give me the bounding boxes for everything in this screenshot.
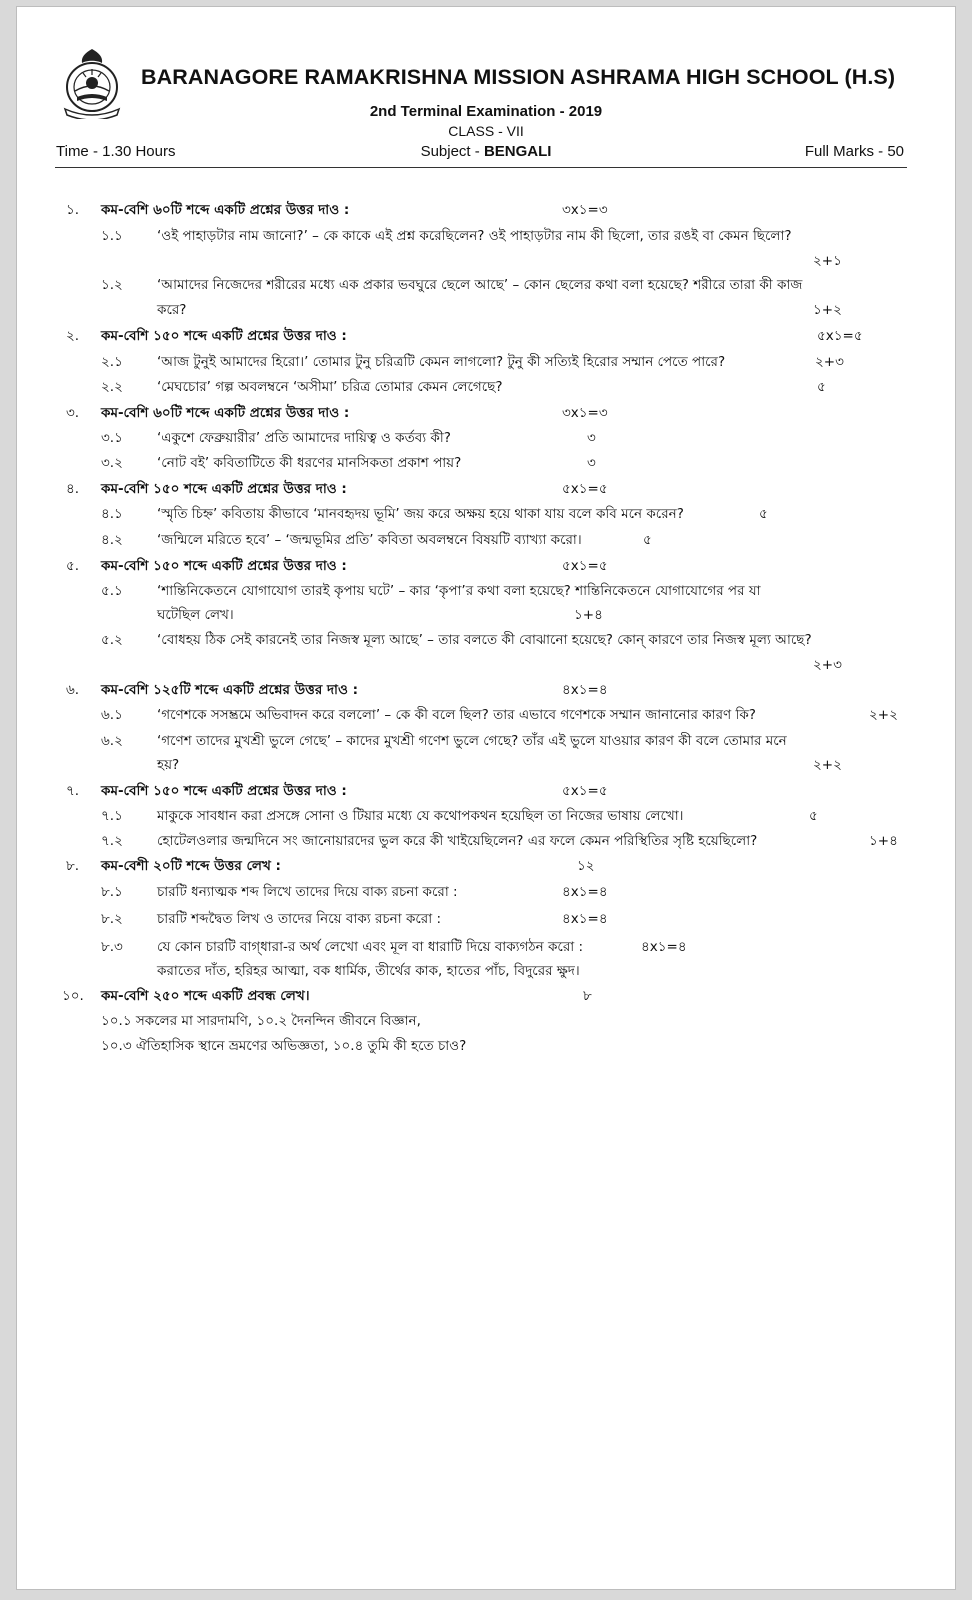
q8-1-marks: ৪x১=৪: [562, 884, 608, 900]
q4-2-marks: ৫: [643, 532, 652, 548]
q1-2-marks: ১+২: [813, 302, 842, 318]
q8-3-text-line1: যে কোন চারটি বাগ্‌ধারা-র অর্থ লেখো এবং মূল বা ধারাটি দিয়ে বাক্যগঠন করো :: [157, 939, 584, 955]
q7-heading: কম-বেশি ১৫০ শব্দে একটি প্রশ্নের উত্তর দাও :: [101, 783, 347, 799]
q5-1-text-line1: ‘শান্তিনিকেতনে যোগাযোগ তারই কৃপায় ঘটে’ – কার ‘কৃপা’র কথা বলা হয়েছে? শান্তিনিকেতনে যোগাযোগের পর যা: [157, 583, 761, 599]
exam-paper: [16, 6, 956, 1590]
header-divider: [55, 167, 907, 168]
q4-1-marks: ৫: [759, 506, 768, 522]
q3-2-text: ‘নোট বই’ কবিতাটিতে কী ধরণের মানসিকতা প্রকাশ পায়?: [157, 455, 462, 471]
q1-1-text: ‘ওই পাহাড়টার নাম জানো?’ – কে কাকে এই প্রশ্ন করেছিলেন? ওই পাহাড়টার নাম কী ছিলো, তার রঙই বা কেমন ছিলো?: [157, 228, 792, 244]
q2-2-text: ‘মেঘচোর’ গল্প অবলম্বনে ‘অসীমা’ চরিত্র তোমার কেমন লেগেছে?: [157, 379, 503, 395]
q4-1-number: ৪.১: [101, 506, 123, 522]
q5-marks: ৫x১=৫: [562, 558, 608, 574]
q5-number: ৫.: [66, 558, 80, 574]
q5-1-number: ৫.১: [101, 583, 123, 599]
q8-3-marks: ৪x১=৪: [641, 939, 687, 955]
q5-2-text: ‘বোধহয় ঠিক সেই কারনেই তার নিজস্ব মূল্য আছে’ – তার বলতে কী বোঝানো হয়েছে? কোন্‌ কারণে তার নিজস্ব মূল্য আছে?: [157, 632, 812, 648]
q1-marks: ৩x১=৩: [562, 202, 608, 218]
q5-2-marks: ২+৩: [813, 657, 842, 673]
q3-marks: ৩x১=৩: [562, 405, 608, 421]
q5-heading: কম-বেশি ১৫০ শব্দে একটি প্রশ্নের উত্তর দাও :: [101, 558, 347, 574]
q1-number: ১.: [66, 202, 80, 218]
q8-1-text: চারটি ধন্যাত্মক শব্দ লিখে তাদের দিয়ে বাক্য রচনা করো :: [157, 884, 458, 900]
q3-number: ৩.: [66, 405, 80, 421]
q5-1-marks: ১+৪: [574, 607, 603, 623]
q1-2-text-line1: ‘আমাদের নিজেদের শরীরের মধ্যে এক প্রকার ভবঘুরে ছেলে আছে’ – কোন ছেলের কথা বলা হয়েছে? শরীরে তারা কী কাজ: [157, 277, 803, 293]
q10-topics-line2: ১০.৩ ঐতিহাসিক স্থানে ভ্রমণের অভিজ্ঞতা, ১০.৪ তুমি কী হতে চাও?: [101, 1038, 467, 1054]
q7-1-number: ৭.১: [101, 808, 123, 824]
q8-1-number: ৮.১: [101, 884, 123, 900]
q2-heading: কম-বেশি ১৫০ শব্দে একটি প্রশ্নের উত্তর দাও :: [101, 328, 347, 344]
q2-1-marks: ২+৩: [815, 354, 844, 370]
q4-number: ৪.: [66, 481, 80, 497]
q1-1-marks: ২+১: [813, 253, 842, 269]
q2-2-marks: ৫: [817, 379, 826, 395]
q8-3-idioms: করাতের দাঁত, হরিহর আত্মা, বক ধার্মিক, তীর্থের কাক, হাতের পাঁচ, বিদুরের ক্ষুদ।: [157, 963, 580, 979]
q8-2-marks: ৪x১=৪: [562, 911, 608, 927]
q4-marks: ৫x১=৫: [562, 481, 608, 497]
q6-1-text: ‘গণেশকে সসম্ভ্রমে অভিবাদন করে বললো’ – কে কী বলে ছিল? তার এভাবে গণেশকে সম্মান জানানোর কারণ কি?: [157, 707, 756, 723]
q4-2-number: ৪.২: [101, 532, 123, 548]
q10-topics-line1: ১০.১ সকলের মা সারদামণি, ১০.২ দৈনন্দিন জীবনে বিজ্ঞান,: [101, 1013, 421, 1029]
exam-title: 2nd Terminal Examination - 2019: [369, 103, 603, 120]
q4-1-text: ‘স্মৃতি চিহ্ন’ কবিতায় কীভাবে ‘মানবহৃদয় ভূমি’ জয় করে অক্ষয় হয়ে থাকা যায় বলে কবি মনে করেন?: [157, 506, 684, 522]
q4-2-text: ‘জন্মিলে মরিতে হবে’ – ‘জন্মভূমির প্রতি’ কবিতা অবলম্বনে বিষয়টি ব্যাখ্যা করো।: [157, 532, 582, 548]
q3-2-marks: ৩: [587, 455, 596, 471]
q6-heading: কম-বেশি ১২৫টি শব্দে একটি প্রশ্নের উত্তর দাও :: [101, 682, 358, 698]
q5-2-number: ৫.২: [101, 632, 123, 648]
q3-1-marks: ৩: [587, 430, 596, 446]
q6-2-marks: ২+২: [813, 757, 842, 773]
q6-1-number: ৬.১: [101, 707, 123, 723]
q7-1-marks: ৫: [809, 808, 818, 824]
q6-number: ৬.: [66, 682, 80, 698]
full-marks-label: Full Marks - 50: [804, 143, 904, 160]
q4-heading: কম-বেশি ১৫০ শব্দে একটি প্রশ্নের উত্তর দাও :: [101, 481, 347, 497]
q6-2-number: ৬.২: [101, 733, 123, 749]
q6-2-text-line1: ‘গণেশ তাদের মুখশ্রী ভুলে গেছে’ – কাদের মুখশ্রী গণেশ ভুলে গেছে? তাঁর এই ভুলে যাওয়ার কারণ কী বলে তোমার মনে: [157, 733, 787, 749]
subject-prefix: Subject -: [420, 143, 484, 160]
q10-marks: ৮: [583, 988, 592, 1004]
q1-1-number: ১.১: [101, 228, 123, 244]
q2-1-text: ‘আজ টুনুই আমাদের হিরো।’ তোমার টুনু চরিত্রটি কেমন লাগলো? টুনু কী সত্যিই হিরোর সম্মান পেতে পারে?: [157, 354, 726, 370]
q1-heading: কম-বেশি ৬০টি শব্দে একটি প্রশ্নের উত্তর দাও :: [101, 202, 350, 218]
q8-2-number: ৮.২: [101, 911, 123, 927]
q1-2-number: ১.২: [101, 277, 123, 293]
q8-marks: ১২: [577, 858, 595, 874]
time-label: Time - 1.30 Hours: [56, 143, 176, 160]
q7-number: ৭.: [66, 783, 80, 799]
class-label: CLASS - VII: [448, 123, 524, 139]
q1-2-text-line2: করে?: [157, 302, 187, 318]
q2-marks: ৫x১=৫: [817, 328, 863, 344]
q6-2-text-line2: হয়?: [157, 757, 180, 773]
q7-2-number: ৭.২: [101, 833, 123, 849]
q10-heading: কম-বেশি ২৫০ শব্দে একটি প্রবন্ধ লেখ।: [101, 988, 310, 1004]
subject-name: BENGALI: [483, 143, 552, 160]
school-name: BARANAGORE RAMAKRISHNA MISSION ASHRAMA HIGH SCHOOL (H.S): [141, 65, 896, 89]
q2-1-number: ২.১: [101, 354, 123, 370]
q3-heading: কম-বেশি ৬০টি শব্দে একটি প্রশ্নের উত্তর দাও :: [101, 405, 350, 421]
q3-1-number: ৩.১: [101, 430, 123, 446]
q5-1-text-line2: ঘটেছিল লেখ।: [157, 607, 234, 623]
q6-marks: ৪x১=৪: [562, 682, 608, 698]
q7-1-text: মাকুকে সাবধান করা প্রসঙ্গে সোনা ও টিয়ার মধ্যে যে কথোপকথন হয়েছিল তা নিজের ভাষায় লেখো।: [157, 808, 684, 824]
q7-2-marks: ১+৪: [869, 833, 898, 849]
q7-marks: ৫x১=৫: [562, 783, 608, 799]
q3-2-number: ৩.২: [101, 455, 123, 471]
q8-2-text: চারটি শব্দদ্বৈত লিখ ও তাদের নিয়ে বাক্য রচনা করো :: [157, 911, 441, 927]
q6-1-marks: ২+২: [869, 707, 898, 723]
q8-3-number: ৮.৩: [101, 939, 123, 955]
q7-2-text: হোটেলওলার জন্মদিনে সং জানোয়ারদের ভুল করে কী খাইয়েছিলেন? এর ফলে কেমন পরিস্থিতির সৃষ্টি হয়েছিলো?: [157, 833, 758, 849]
q8-heading: কম-বেশী ২০টি শব্দে উত্তর লেখ :: [101, 858, 281, 874]
q10-number: ১০.: [62, 988, 84, 1004]
q2-2-number: ২.২: [101, 379, 123, 395]
q8-number: ৮.: [66, 858, 80, 874]
q2-number: ২.: [66, 328, 80, 344]
q3-1-text: ‘একুশে ফেব্রুয়ারীর’ প্রতি আমাদের দায়িত্ব ও কর্তব্য কী?: [157, 430, 451, 446]
